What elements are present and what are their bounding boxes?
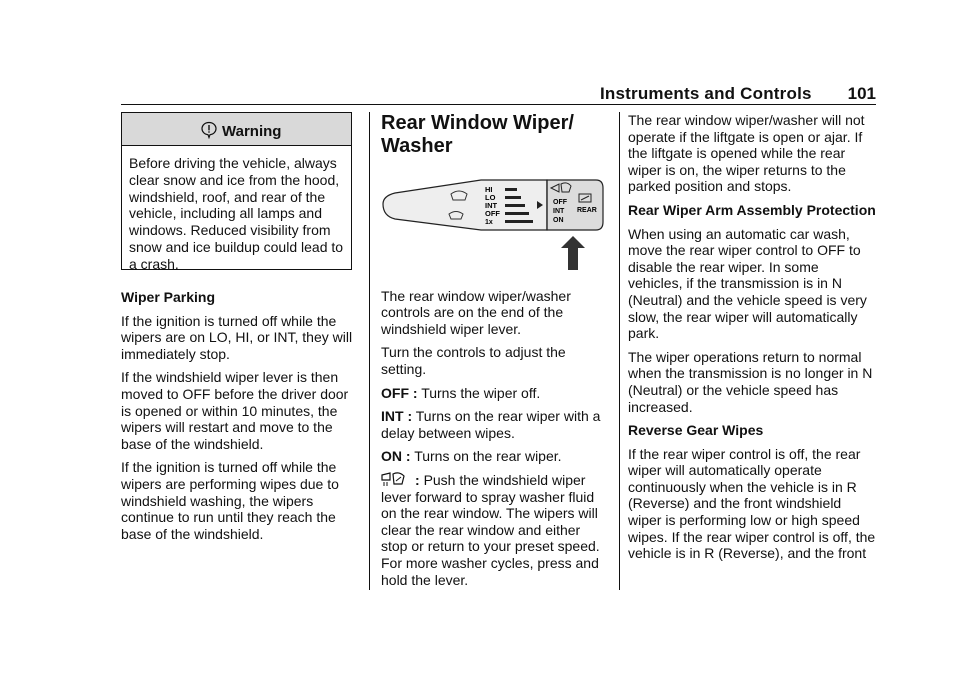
warning-title: Warning <box>222 123 282 140</box>
paragraph: When using an automatic car wash, move the rear wiper control to OFF to disable the rear wiper. In some vehicles, if the transmission is in N (Neutral) and the vehicle speed is very slow, the rear wiper will automatically park. <box>628 225 867 342</box>
column-1 <box>121 112 357 549</box>
warning-text: Before driving the vehicle, always clear snow and ice from the hood, windshield, roof, and rear of the vehicle, including all lamps and windows. Reduced visibility from snow and ice buildup could lead to a crash. <box>129 155 344 272</box>
column-divider <box>619 112 620 590</box>
arm-protection-heading: Rear Wiper Arm Assembly Protection <box>628 201 876 218</box>
reverse-gear-heading: Reverse Gear Wipes <box>628 422 764 439</box>
term-int-desc: Turns on the rear wiper with a delay between wipes. <box>381 408 601 441</box>
lever-label-1x: 1x <box>485 219 493 226</box>
paragraph: If the ignition is turned off while the wipers are performing wipes due to windshield washing, the wipers continue to run until they reach the base of the windshield. <box>121 459 339 542</box>
definition-on <box>381 448 609 465</box>
rear-label-on: ON <box>553 217 564 224</box>
lever-label-hi: HI <box>485 185 493 194</box>
section-title: Instruments and Controls <box>600 84 812 103</box>
term-on-desc: Turns on the rear wiper. <box>414 448 562 465</box>
rear-label: REAR <box>577 207 597 214</box>
rear-label-off: OFF <box>553 199 567 206</box>
column-3 <box>628 112 876 569</box>
rear-washer-icon <box>381 472 415 487</box>
warning-header <box>122 113 351 146</box>
warning-icon <box>201 121 217 139</box>
term-int: INT : <box>381 408 413 425</box>
definition-int <box>381 408 609 441</box>
page-header <box>600 84 876 104</box>
definition-washer <box>381 472 609 588</box>
paragraph: The rear window wiper/washer will not operate if the liftgate is open or ajar. If the liftgate is opened while the rear wiper is on, the wiper returns to the parked position and stops. <box>628 112 865 195</box>
column-2 <box>381 112 609 595</box>
warning-box <box>121 112 352 270</box>
term-off: OFF : <box>381 384 418 401</box>
header-rule <box>121 104 876 105</box>
page-number: 101 <box>847 84 876 103</box>
lever-label-lo: LO <box>485 193 496 202</box>
paragraph: The rear window wiper/washer controls are on the end of the windshield wiper lever. <box>381 287 571 337</box>
term-on: ON : <box>381 448 411 465</box>
lever-label-off: OFF <box>485 209 500 218</box>
term-off-desc: Turns the wiper off. <box>421 384 541 401</box>
lever-label-int: INT <box>485 201 498 210</box>
term-washer-desc: Push the windshield wiper lever forward to spray washer fluid on the rear window. The wipers will clear the rear window and either stop or return to your preset speed. For more washer cycles, press and hold the lever. <box>381 471 600 588</box>
column-divider <box>369 112 370 590</box>
wiper-parking-heading: Wiper Parking <box>121 289 216 305</box>
paragraph: If the windshield wiper lever is then moved to OFF before the driver door is opened or within 10 minutes, the wipers will restart and move to the base of the windshield. <box>121 369 349 452</box>
term-washer: : <box>415 471 420 488</box>
rear-label-int: INT <box>553 208 565 215</box>
wiper-lever-illustration <box>381 170 609 274</box>
definition-off <box>381 385 609 402</box>
up-arrow-icon <box>561 236 585 270</box>
paragraph: Turn the controls to adjust the setting. <box>381 344 566 377</box>
paragraph: If the ignition is turned off while the wipers are on LO, HI, or INT, they will immediately stop. <box>121 312 353 362</box>
paragraph: If the rear wiper control is off, the rear wiper will automatically operate continuously when the vehicle is in R (Reverse) and the front windshield wiper is performing low or high speed wipes. If the rear wiper control is off, the vehicle is in R (Reverse), and the front <box>628 445 876 562</box>
rear-wiper-section-title: Rear Window Wiper/ Washer <box>381 112 574 157</box>
paragraph: The wiper operations return to normal when the transmission is no longer in N (Neutral) or the vehicle speed has increased. <box>628 348 873 415</box>
